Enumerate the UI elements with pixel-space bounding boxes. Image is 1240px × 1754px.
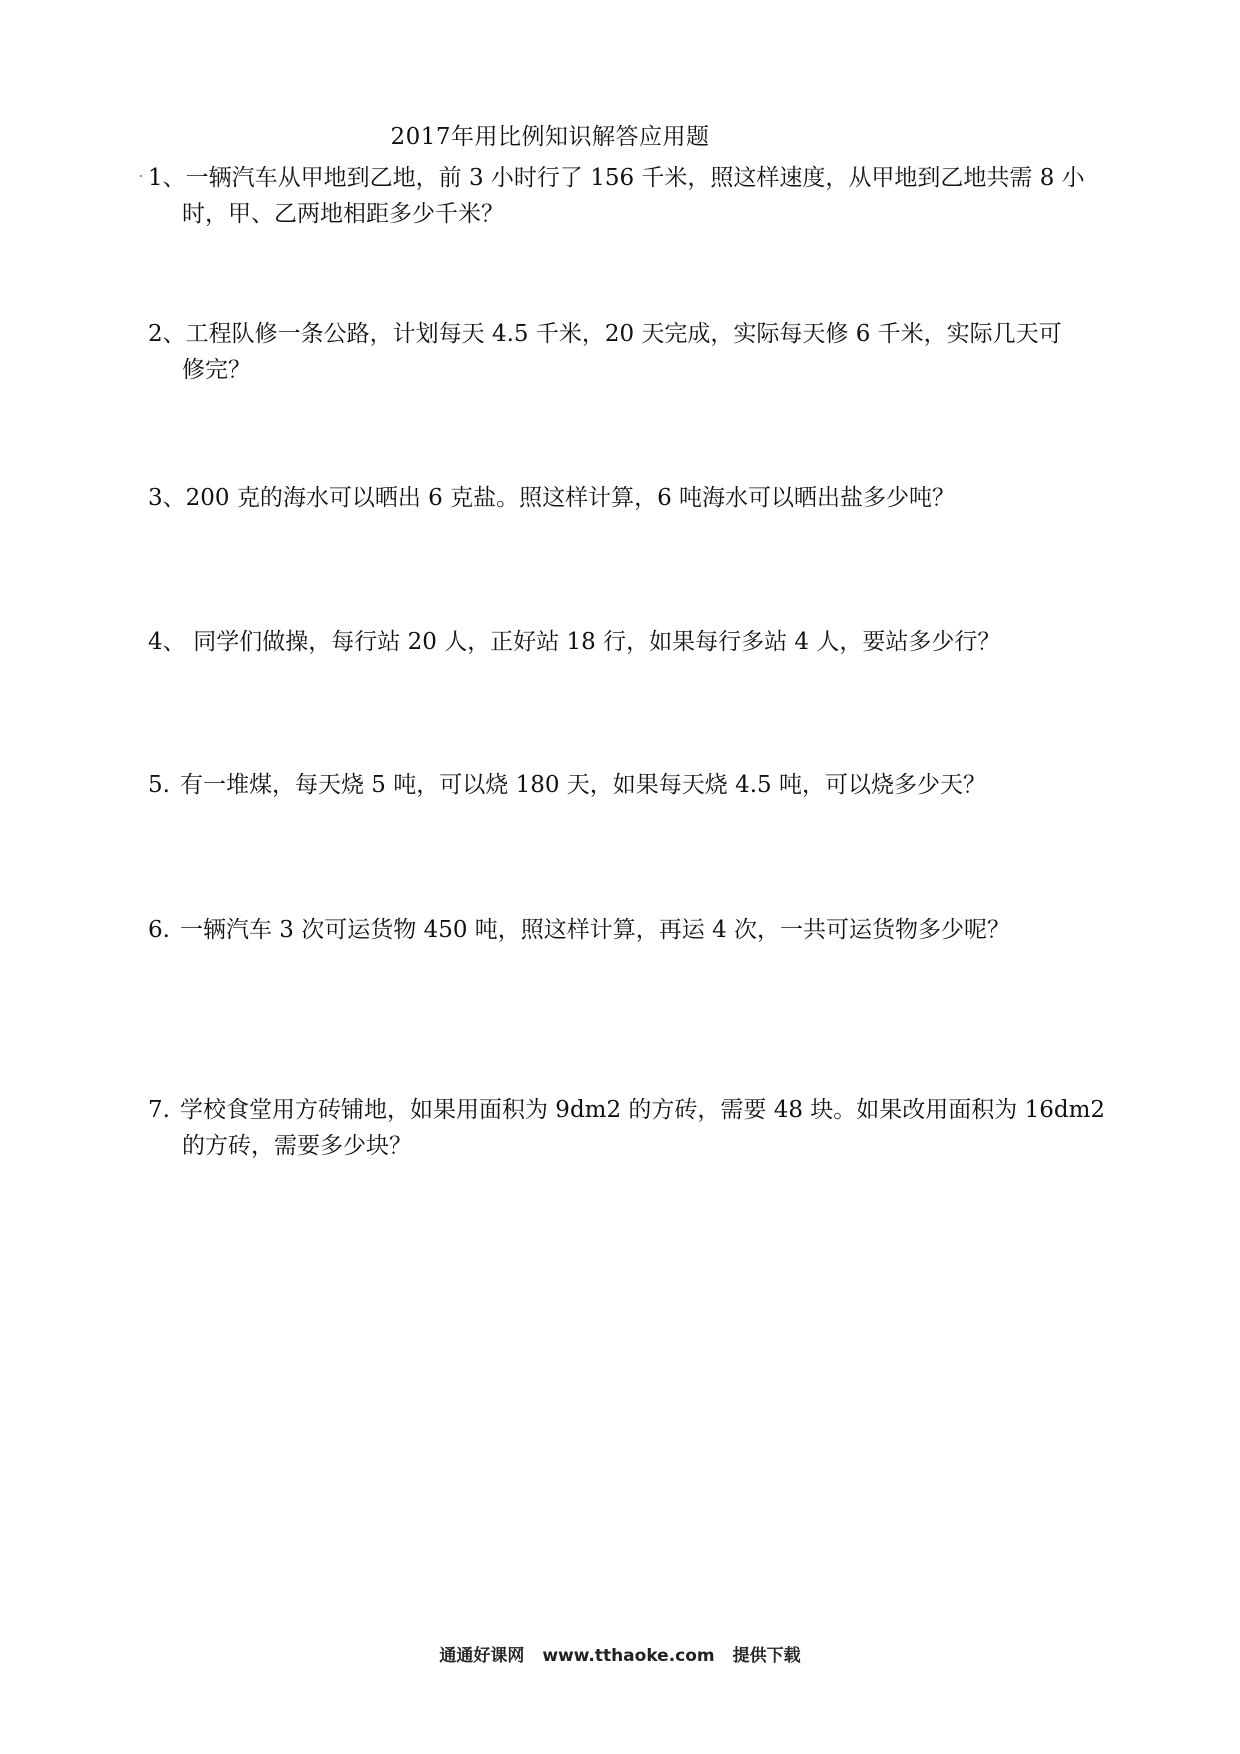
question-2-line-1 xyxy=(148,316,1128,352)
question-6-line-1 xyxy=(148,912,1128,948)
question-6-number: 6. xyxy=(148,917,170,943)
question-4-text-1: 同学们做操，每行站 20 人，正好站 18 行，如果每行多站 4 人，要站多少行？ xyxy=(186,629,1001,655)
question-7-number: 7. xyxy=(148,1097,170,1123)
question-5-line-1 xyxy=(148,767,1128,803)
question-6-text-1: 一辆汽车 3 次可运货物 450 吨，照这样计算，再运 4 次，一共可运货物多少呢？ xyxy=(180,917,1011,943)
question-6 xyxy=(148,912,1128,948)
question-1-number: 1、 xyxy=(148,165,186,191)
question-7-text-1: 学校食堂用方砖铺地，如果用面积为 9dm2 的方砖，需要 48 块。如果改用面积为 16dm2 xyxy=(180,1097,1106,1123)
question-3-text-1: 200 克的海水可以晒出 6 克盐。照这样计算，6 吨海水可以晒出盐多少吨？ xyxy=(185,485,956,511)
question-5-text-1: 有一堆煤，每天烧 5 吨，可以烧 180 天，如果每天烧 4.5 吨，可以烧多少天？ xyxy=(180,772,986,798)
question-4-number: 4、 xyxy=(148,629,186,655)
question-1-line-2: 时，甲、乙两地相距多少千米？ xyxy=(182,201,504,227)
question-7-line-1 xyxy=(148,1092,1128,1128)
question-1-text-1: 一辆汽车从甲地到乙地，前 3 小时行了 156 千米，照这样速度，从甲地到乙地共需 8 小 xyxy=(185,165,1085,191)
question-7-line-2: 的方砖，需要多少块？ xyxy=(182,1133,412,1159)
question-1 xyxy=(148,160,1128,232)
footer-site-name: 通通好课网 xyxy=(439,1646,525,1666)
footer-suffix: 提供下载 xyxy=(732,1646,801,1666)
question-5-number: 5. xyxy=(148,772,170,798)
question-5 xyxy=(148,767,1128,803)
question-2-line-2: 修完？ xyxy=(182,357,251,383)
question-3-line-1 xyxy=(148,480,1128,516)
question-2-number: 2、 xyxy=(148,321,186,347)
question-3-number: 3、 xyxy=(148,485,186,511)
footer xyxy=(0,1641,1240,1666)
question-7 xyxy=(148,1092,1128,1164)
question-4-line-1 xyxy=(148,624,1128,660)
question-3 xyxy=(148,480,1128,516)
question-1-line-1 xyxy=(148,160,1128,196)
question-2-text-1: 工程队修一条公路，计划每天 4.5 千米，20 天完成，实际每天修 6 千米，实际几天可 xyxy=(185,321,1062,347)
footer-url[interactable]: www.tthaoke.com xyxy=(542,1646,715,1666)
scan-speck xyxy=(140,175,142,177)
page-title: 2017年用比例知识解答应用题 xyxy=(390,124,710,150)
question-2 xyxy=(148,316,1128,388)
question-4 xyxy=(148,624,1128,660)
